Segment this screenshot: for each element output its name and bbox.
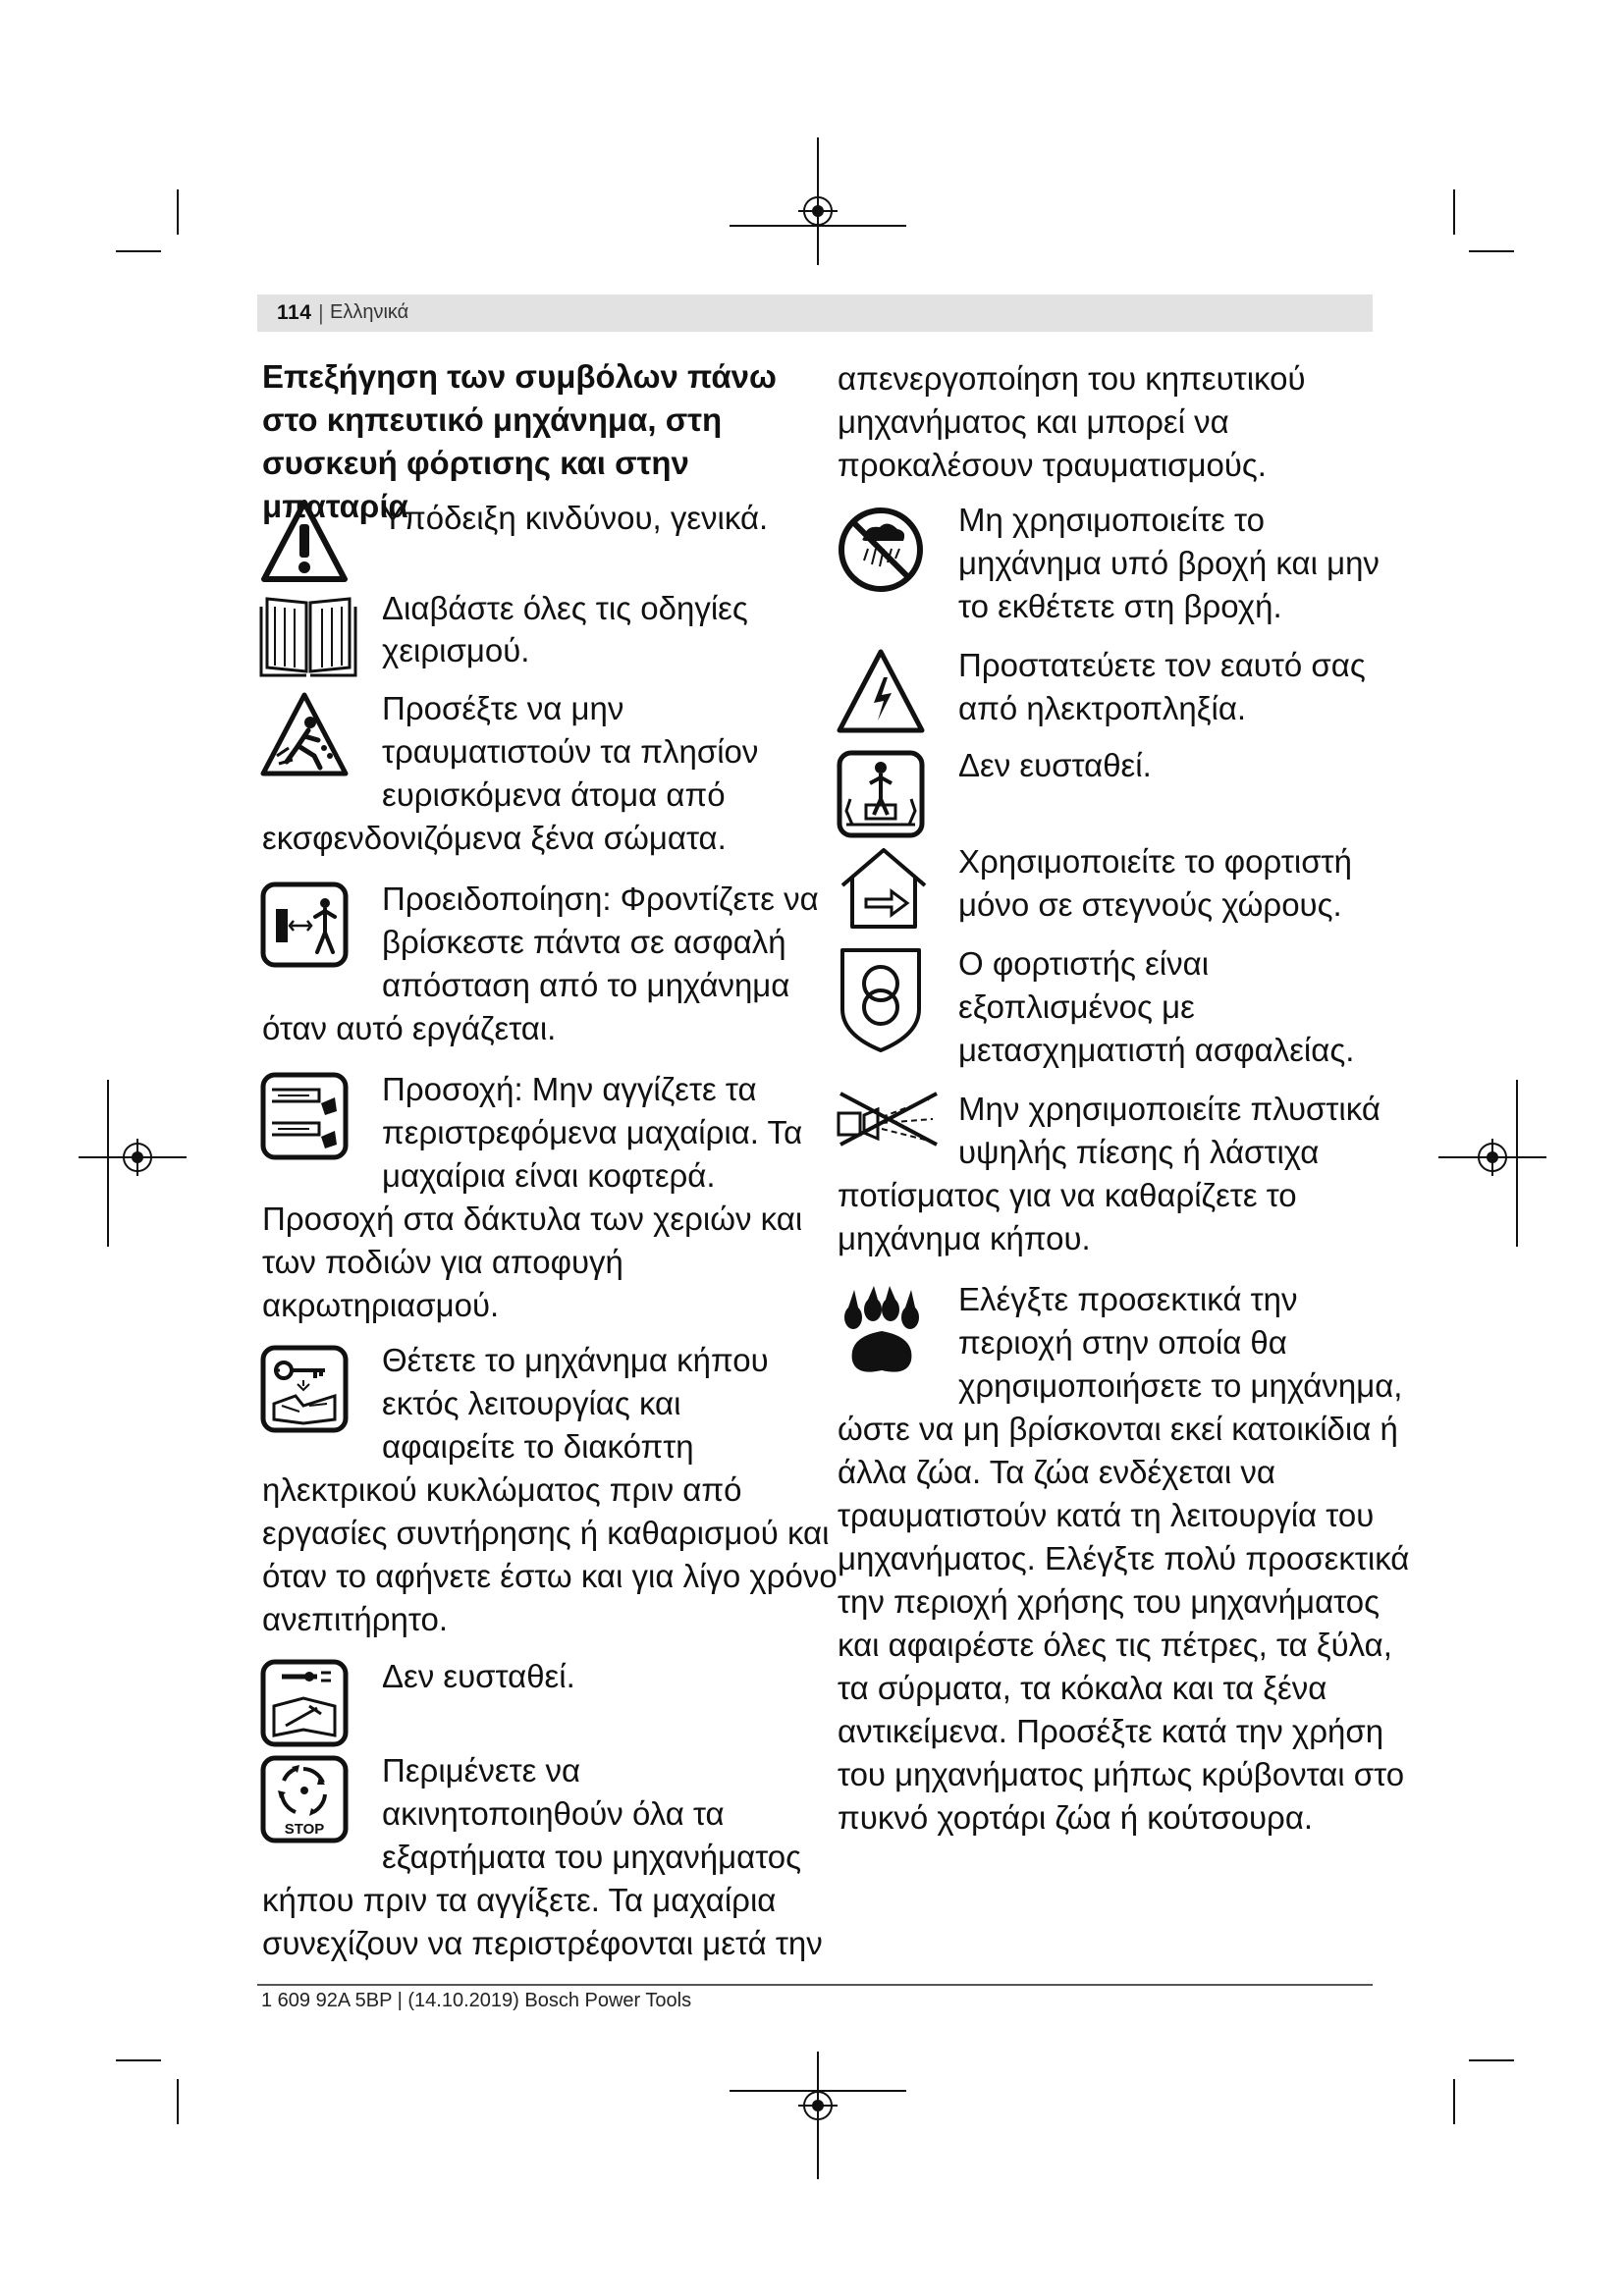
no-water-jet-icon bbox=[835, 1090, 943, 1148]
stop-label: STOP bbox=[284, 1821, 325, 1838]
rotating-blades-line-3: μαχαίρια είναι κοφτερά. bbox=[382, 1157, 716, 1194]
animals-line-13: πυκνό χορτάρι ζώα ή κούτσουρα. bbox=[838, 1799, 1314, 1836]
indoor-use-house-icon bbox=[837, 846, 931, 931]
animals-line-10: τα σύρματα, τα κόκαλα και τα ξένα bbox=[838, 1670, 1327, 1706]
wait-stop-icon bbox=[260, 1755, 349, 1843]
paw-print-icon bbox=[835, 1286, 929, 1380]
continuation-line-3: προκαλέσουν τραυματισμούς. bbox=[838, 447, 1267, 483]
crop-mark bbox=[1469, 250, 1514, 252]
indoor-only-line-1: Χρησιμοποιείτε το φορτιστή bbox=[958, 843, 1352, 880]
open-book-icon bbox=[259, 589, 357, 679]
page-number: 114 bbox=[277, 301, 312, 324]
bystanders-line-1: Προσέξτε να μην bbox=[382, 690, 624, 726]
switch-off-line-1: Θέτετε το μηχάνημα κήπου bbox=[382, 1342, 769, 1378]
header-language: Ελληνικά bbox=[330, 301, 409, 323]
safe-distance-line-2: βρίσκεστε πάντα σε ασφαλή bbox=[382, 924, 786, 960]
wait-stop-line-2: ακινητοποιηθούν όλα τα bbox=[382, 1795, 725, 1832]
switch-off-line-2: εκτός λειτουργίας και bbox=[382, 1385, 681, 1421]
crop-mark bbox=[116, 250, 161, 252]
no-pressure-washer-line-3: ποτίσματος για να καθαρίζετε το bbox=[838, 1177, 1297, 1213]
safe-distance-icon bbox=[260, 881, 349, 968]
electric-shock-warning-icon bbox=[837, 648, 925, 734]
no-rain-icon bbox=[837, 506, 925, 594]
wait-stop-line-4: κήπου πριν τα αγγίξετε. Τα μαχαίρια bbox=[262, 1882, 777, 1918]
switch-off-line-4: ηλεκτρικού κυκλώματος πριν από bbox=[262, 1471, 742, 1508]
animals-line-8: την περιοχή χρήσης του μηχανήματος bbox=[838, 1583, 1380, 1620]
no-pressure-washer-line-4: μηχάνημα κήπου. bbox=[838, 1220, 1091, 1256]
not-applicable-text-1: Δεν ευσταθεί. bbox=[382, 1658, 575, 1694]
no-rain-line-3: το εκθέτετε στη βροχή. bbox=[958, 588, 1282, 624]
crop-mark bbox=[177, 189, 179, 235]
page-footer: 1 609 92A 5BP | (14.10.2019) Bosch Power Tools bbox=[261, 1990, 692, 2011]
switch-off-line-5: εργασίες συντήρησης ή καθαρισμού και bbox=[262, 1515, 830, 1551]
switch-off-line-7: ανεπιτήρητο. bbox=[262, 1601, 448, 1637]
animals-line-7: μηχανήματος. Ελέγξτε πολύ προσεκτικά bbox=[838, 1540, 1410, 1576]
safe-distance-line-3: απόσταση από το μηχάνημα bbox=[382, 967, 790, 1003]
wait-stop-line-1: Περιμένετε να bbox=[382, 1752, 581, 1789]
not-applicable-text-2: Δεν ευσταθεί. bbox=[958, 747, 1152, 783]
animals-line-12: του μηχανήματος μήπως κρύβονται στο bbox=[838, 1756, 1405, 1792]
maintenance-tool-icon bbox=[260, 1659, 349, 1747]
registration-mark-left bbox=[79, 1080, 187, 1247]
no-rain-line-1: Μη χρησιμοποιείτε το bbox=[958, 502, 1265, 538]
read-manual-line-2: χειρισμού. bbox=[382, 632, 530, 668]
rotating-blades-line-4: Προσοχή στα δάκτυλα των χεριών και bbox=[262, 1201, 803, 1237]
wait-stop-line-5: συνεχίζουν να περιστρέφονται μετά την bbox=[262, 1925, 823, 1961]
continuation-line-2: μηχανήματος και μπορεί να bbox=[838, 403, 1229, 440]
safe-distance-line-4: όταν αυτό εργάζεται. bbox=[262, 1010, 557, 1046]
footer-divider bbox=[257, 1984, 1373, 1986]
bystanders-line-2: τραυματιστούν τα πλησίον bbox=[382, 733, 759, 770]
indoor-only-line-2: μόνο σε στεγνούς χώρους. bbox=[958, 886, 1342, 923]
crop-mark bbox=[177, 2079, 179, 2124]
animals-line-9: και αφαιρέστε όλες τις πέτρες, τα ξύλα, bbox=[838, 1627, 1392, 1663]
registration-mark-right bbox=[1438, 1080, 1546, 1247]
switch-off-line-3: αφαιρείτε το διακόπτη bbox=[382, 1428, 694, 1465]
header-separator: | bbox=[318, 300, 324, 325]
animals-line-3: χρησιμοποιήσετε το μηχάνημα, bbox=[958, 1367, 1403, 1404]
crop-mark bbox=[1453, 189, 1455, 235]
read-manual-line-1: Διαβάστε όλες τις οδηγίες bbox=[382, 590, 748, 626]
safe-distance-line-1: Προειδοποίηση: Φροντίζετε να bbox=[382, 881, 819, 917]
switch-off-line-6: όταν το αφήνετε έστω και για λίγο χρόνο bbox=[262, 1558, 838, 1594]
thrown-objects-warning-icon bbox=[259, 691, 350, 777]
animals-line-5: άλλα ζώα. Τα ζώα ενδέχεται να bbox=[838, 1454, 1275, 1490]
remove-key-icon bbox=[260, 1345, 349, 1433]
section-title: Επεξήγηση των συμβόλων πάνω στο κηπευτικό μηχάνημα, στη συσκευή φόρτισης και στην μπαταρία bbox=[262, 358, 777, 524]
transformer-line-3: μετασχηματιστή ασφαλείας. bbox=[958, 1032, 1355, 1068]
registration-mark-bottom bbox=[730, 2052, 906, 2179]
no-pressure-washer-line-2: υψηλής πίεσης ή λάστιχα bbox=[958, 1134, 1320, 1170]
animals-line-6: τραυματιστούν κατά τη λειτουργία του bbox=[838, 1497, 1375, 1533]
no-rain-line-2: μηχάνημα υπό βροχή και μην bbox=[958, 545, 1380, 581]
no-pressure-washer-line-1: Μην χρησιμοποιείτε πλυστικά bbox=[958, 1091, 1380, 1127]
animals-line-11: αντικείμενα. Προσέξτε κατά την χρήση bbox=[838, 1713, 1384, 1749]
animals-line-4: ώστε να μη βρίσκονται εκεί κατοικίδια ή bbox=[838, 1411, 1398, 1447]
bystanders-line-4: εκσφενδονιζόμενα ξένα σώματα. bbox=[262, 820, 727, 856]
page-header bbox=[257, 294, 1373, 332]
animals-line-1: Ελέγξτε προσεκτικά την bbox=[958, 1281, 1298, 1317]
electric-shock-line-1: Προστατεύετε τον εαυτό σας bbox=[958, 647, 1366, 683]
registration-mark-top bbox=[730, 137, 906, 265]
electric-shock-line-2: από ηλεκτροπληξία. bbox=[958, 690, 1247, 726]
transformer-line-2: εξοπλισμένος με bbox=[958, 988, 1195, 1025]
bystanders-line-3: ευρισκόμενα άτομα από bbox=[382, 776, 726, 813]
wait-stop-line-3: εξαρτήματα του μηχανήματος bbox=[382, 1839, 802, 1875]
rotating-blades-icon bbox=[260, 1072, 349, 1160]
operator-machine-icon bbox=[837, 750, 925, 838]
transformer-line-1: Ο φορτιστής είναι bbox=[958, 945, 1210, 982]
rotating-blades-line-5: των ποδιών για αποφυγή bbox=[262, 1244, 623, 1280]
danger-general-text: Υπόδειξη κινδύνου, γενικά. bbox=[382, 500, 769, 536]
warning-triangle-icon bbox=[261, 499, 348, 583]
safety-transformer-icon bbox=[837, 944, 925, 1054]
crop-mark bbox=[1453, 2079, 1455, 2124]
crop-mark bbox=[116, 2059, 161, 2061]
rotating-blades-line-6: ακρωτηριασμού. bbox=[262, 1287, 500, 1323]
animals-line-2: περιοχή στην οποία θα bbox=[958, 1324, 1287, 1361]
rotating-blades-line-2: περιστρεφόμενα μαχαίρια. Τα bbox=[382, 1114, 803, 1150]
continuation-line-1: απενεργοποίηση του κηπευτικού bbox=[838, 360, 1306, 397]
rotating-blades-line-1: Προσοχή: Μην αγγίζετε τα bbox=[382, 1071, 757, 1107]
crop-mark bbox=[1469, 2059, 1514, 2061]
